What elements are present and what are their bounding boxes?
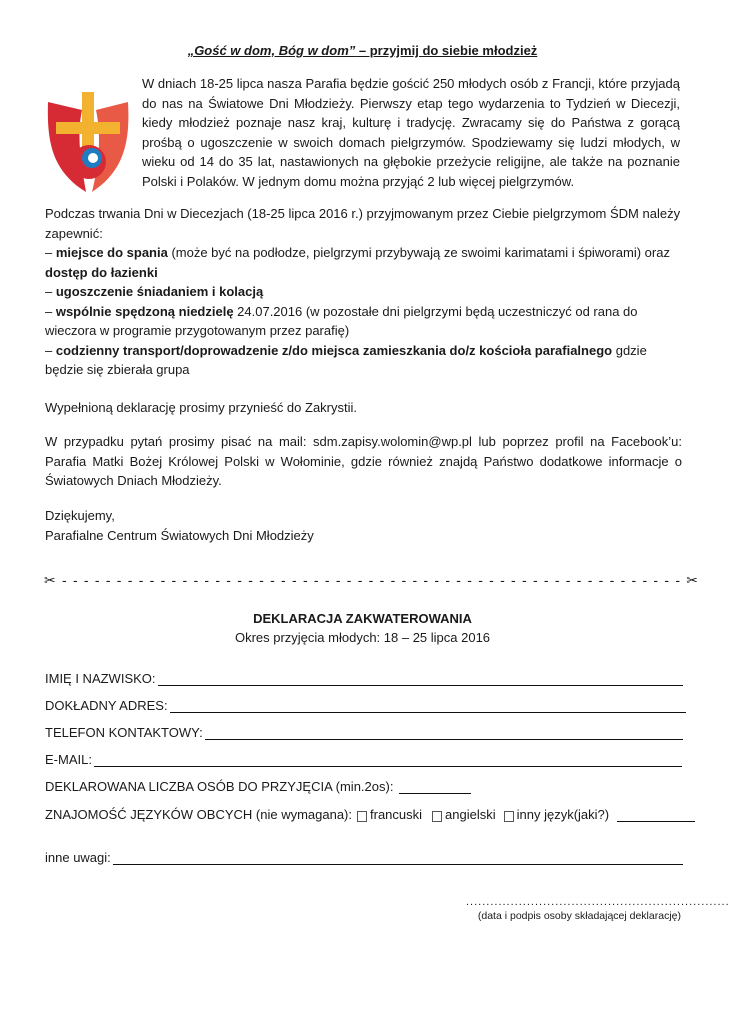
- thanks-text: Dziękujemy,: [45, 508, 115, 523]
- address-label: DOKŁADNY ADRES:: [45, 698, 168, 713]
- title-rest: – przyjmij do siebie młodzież: [355, 43, 538, 58]
- requirement-item: [45, 282, 685, 302]
- phone-input-line[interactable]: [205, 724, 683, 740]
- item-text: 24.07.2016 (w pozostałe dni pielgrzymi będą uczestniczyć od rana do wieczora w programie przygotowanym przez parafię): [45, 303, 638, 338]
- name-field: [45, 666, 683, 686]
- count-label: DEKLAROWANA LICZBA OSÓB DO PRZYJĘCIA (min.2os):: [45, 779, 394, 794]
- notes-label: inne uwagi:: [45, 850, 111, 865]
- page-title: [0, 43, 725, 58]
- requirement-item: [45, 341, 685, 380]
- languages-label: ZNAJOMOŚĆ JĘZYKÓW OBCYCH (nie wymagana):: [45, 807, 352, 822]
- french-checkbox[interactable]: [357, 811, 367, 822]
- intro-paragraph: W dniach 18-25 lipca nasza Parafia będzie gościć 250 młodych osób z Francji, które przyjadą do nas na Światowe Dni Młodzieży. Pierwszy etap tego wydarzenia to Tydzień w Diecezji, kiedy młodzież poznaje nasz kraj, kulturę i tradycję. Zwracamy się do Państwa z gorącą prośbą o ugoszczenie w swoich domach pielgrzymów. Spodziewamy się ludzi młodych, w wieku od 14 do 35 lat, nastawionych na głębokie przeżycie religijne, ale także na poznanie Polski i Polaków. W jednym domu można przyjąć 2 lub więcej pielgrzymów.: [142, 76, 680, 189]
- count-field: [45, 774, 471, 794]
- email-label: E-MAIL:: [45, 752, 92, 767]
- scissors-left-icon: ✂: [44, 572, 57, 588]
- item-bold: ugoszczenie śniadaniem i kolacją: [55, 284, 264, 299]
- return-note: Wypełnioną deklarację prosimy przynieść do Zakrystii.: [45, 400, 357, 415]
- item-text: gdzie będzie się zbierała grupa: [45, 342, 647, 377]
- signature-caption: (data i podpis osoby składającej deklarację): [477, 910, 681, 922]
- requirement-item: [45, 302, 685, 341]
- languages-field: [45, 802, 695, 822]
- english-label: angielski: [445, 807, 496, 822]
- closing-signature: Parafialne Centrum Światowych Dni Młodzieży: [45, 527, 314, 543]
- email-input-line[interactable]: [94, 751, 682, 767]
- declaration-subtitle: Okres przyjęcia młodych: 18 – 25 lipca 2016: [234, 630, 491, 645]
- requirements-lead: Podczas trwania Dni w Diecezjach (18-25 lipca 2016 r.) przyjmowanym przez Ciebie pielgrzymom ŚDM należy zapewnić:: [45, 206, 681, 241]
- sdm-logo-icon: [42, 88, 134, 196]
- closing: [45, 506, 685, 545]
- requirement-item: [45, 243, 685, 282]
- contact-paragraph: W przypadku pytań prosimy pisać na mail: sdm.zapisy.wolomin@wp.pl lub poprzez profil na Facebook’u: Parafia Matki Bożej Królowej Polski w Wołominie, gdzie również znajdą Państwo dodatkowe informacje o Światowych Dniach Młodzieży.: [45, 434, 682, 488]
- requirements-section: [45, 204, 685, 380]
- english-checkbox[interactable]: [432, 811, 442, 822]
- address-input-line[interactable]: [170, 697, 686, 713]
- name-label: IMIĘ I NAZWISKO:: [45, 671, 156, 686]
- item-dash: –: [45, 303, 56, 319]
- item-bold: miejsce do spania: [55, 245, 168, 260]
- phone-label: TELEFON KONTAKTOWY:: [45, 725, 203, 740]
- item-text: (może być na podłodze, pielgrzymi przybywają ze swoimi karimatami i śpiworami) oraz: [167, 245, 670, 260]
- cut-line: [44, 572, 700, 589]
- signature-block: [466, 896, 730, 922]
- item-dash: –: [45, 245, 56, 260]
- phone-field: [45, 720, 683, 740]
- item-dash: –: [45, 284, 56, 299]
- name-input-line[interactable]: [158, 670, 683, 686]
- other-language-checkbox[interactable]: [504, 811, 514, 822]
- scissors-right-icon: ✂: [686, 572, 700, 588]
- email-field: [45, 747, 682, 767]
- french-label: francuski: [370, 807, 423, 822]
- other-language-label: inny język(jaki?): [516, 807, 610, 822]
- item-bold: codzienny transport/doprowadzenie z/do miejsca zamieszkania do/z kościoła parafialnego: [55, 342, 613, 358]
- dashed-line: - - - - - - - - - - - - - - - - - - - - - - - - - - - - - - - - - - - - - - - - - - - - - - - - - - - - - - - - -: [56, 572, 687, 588]
- notes-input-line[interactable]: [113, 849, 683, 865]
- count-input-line[interactable]: [399, 778, 471, 794]
- item-bold-2: dostęp do łazienki: [45, 264, 158, 280]
- address-field: [45, 693, 686, 713]
- declaration-title: DEKLARACJA ZAKWATEROWANIA: [253, 611, 472, 626]
- item-dash: –: [45, 342, 56, 358]
- title-quote: „Gość w dom, Bóg w dom”: [187, 43, 356, 58]
- other-language-input-line[interactable]: [617, 806, 695, 822]
- item-bold: wspólnie spędzoną niedzielę: [55, 303, 234, 319]
- notes-field: [45, 845, 683, 865]
- signature-line[interactable]: .................................................................: [466, 896, 730, 908]
